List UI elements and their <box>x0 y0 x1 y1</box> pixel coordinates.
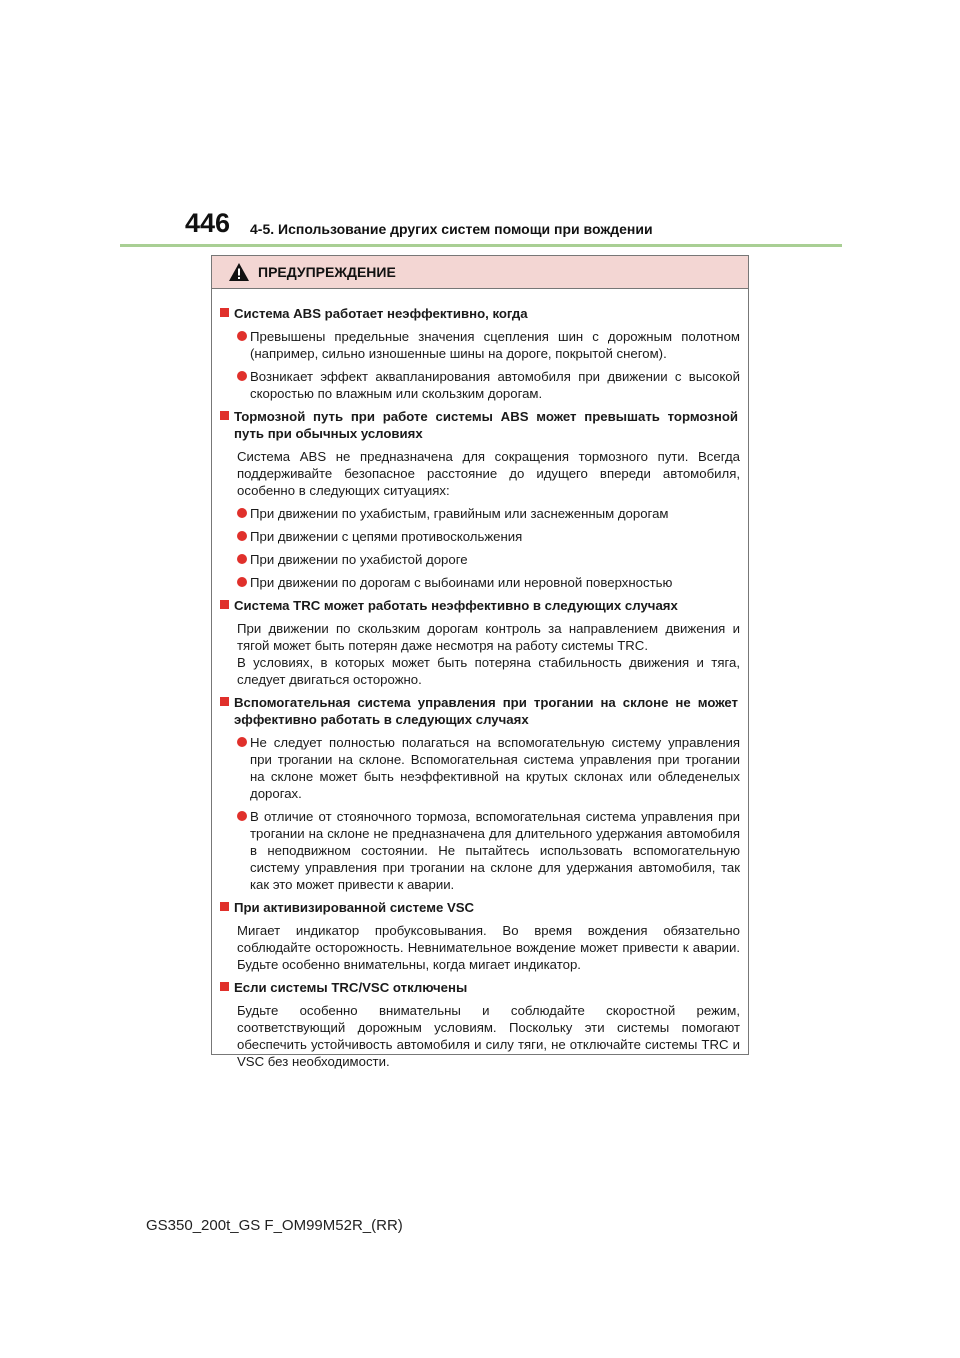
square-bullet-icon <box>220 411 229 420</box>
round-bullet-icon <box>237 554 247 564</box>
square-bullet-icon <box>220 982 229 991</box>
page-number: 446 <box>185 208 231 238</box>
square-bullet-icon <box>220 600 229 609</box>
square-bullet-icon <box>220 697 229 706</box>
list-item: Не следует полностью полагаться на вспомогательную систему управления при трогании на склоне. Вспомогательная система управления при трогании на склоне может быть неэффективной на крутых склонах или обледенелых дорогах. <box>220 734 740 802</box>
section-heading-trc-vsc-off: Если системы TRC/VSC отключены <box>220 979 740 996</box>
section-heading-vsc-active: При активизированной системе VSC <box>220 899 740 916</box>
list-item: Превышены предельные значения сцепления шин с дорожным полотном (например, сильно изношенные шины на дороге, покрытой снегом). <box>220 328 740 362</box>
list-item: При движении по ухабистым, гравийным или заснеженным дорогам <box>220 505 740 522</box>
warning-triangle-icon <box>228 262 250 282</box>
round-bullet-icon <box>237 531 247 541</box>
list-item: В отличие от стояночного тормоза, вспомогательная система управления при трогании на склоне не предназначена для длительного удержания автомобиля в неподвижном состоянии. Не пытайтесь использовать вспомогательную систему управления при трогании на склоне для удержания автомобиля, так как это может привести к аварии. <box>220 808 740 893</box>
section-heading-hill-start-assist: Вспомогательная система управления при трогании на склоне не может эффективно работать в следующих случаях <box>220 694 740 728</box>
round-bullet-icon <box>237 811 247 821</box>
round-bullet-icon <box>237 508 247 518</box>
document-id: GS350_200t_GS F_OM99M52R_(RR) <box>146 1217 403 1234</box>
list-item: При движении по ухабистой дороге <box>220 551 740 568</box>
list-item: При движении по дорогам с выбоинами или неровной поверхностью <box>220 574 740 591</box>
warning-title: ПРЕДУПРЕЖДЕНИЕ <box>258 264 396 280</box>
list-item: При движении с цепями противоскольжения <box>220 528 740 545</box>
section-title: 4-5. Использование других систем помощи при вождении <box>250 221 653 237</box>
round-bullet-icon <box>237 737 247 747</box>
warning-header <box>212 256 748 289</box>
paragraph: Будьте особенно внимательны и соблюдайте скоростной режим, соответствующий дорожным условиям. Поскольку эти системы помогают обеспечить устойчивость автомобиля и силу тяги, не отключайте системы TRC и VSC без необходимости. <box>237 1003 740 1069</box>
paragraph: Мигает индикатор пробуксовывания. Во время вождения обязательно соблюдайте осторожность. Невнимательное вождение может привести к аварии. Будьте особенно внимательны, когда мигает индикатор. <box>237 923 740 972</box>
round-bullet-icon <box>237 331 247 341</box>
section-heading-braking-distance: Тормозной путь при работе системы ABS может превышать тормозной путь при обычных условиях <box>220 408 740 442</box>
page-header <box>0 0 960 250</box>
header-divider <box>120 244 842 247</box>
paragraph: Система ABS не предназначена для сокращения тормозного пути. Всегда поддерживайте безопасное расстояние до идущего впереди автомобиля, особенно в следующих ситуациях: <box>237 449 740 498</box>
warning-box <box>211 255 749 1069</box>
section-heading-abs: Система ABS работает неэффективно, когда <box>220 305 740 322</box>
paragraph: При движении по скользким дорогам контроль за направлением движения и тягой может быть потерян даже несмотря на работу системы TRC. <box>237 621 740 653</box>
square-bullet-icon <box>220 902 229 911</box>
paragraph: В условиях, в которых может быть потеряна стабильность движения и тяга, следует двигаться осторожно. <box>237 655 740 687</box>
round-bullet-icon <box>237 371 247 381</box>
warning-body <box>212 289 748 1070</box>
section-heading-trc: Система TRC может работать неэффективно в следующих случаях <box>220 597 740 614</box>
square-bullet-icon <box>220 308 229 317</box>
list-item: Возникает эффект аквапланирования автомобиля при движении с высокой скоростью по влажным или скользким дорогам. <box>220 368 740 402</box>
round-bullet-icon <box>237 577 247 587</box>
